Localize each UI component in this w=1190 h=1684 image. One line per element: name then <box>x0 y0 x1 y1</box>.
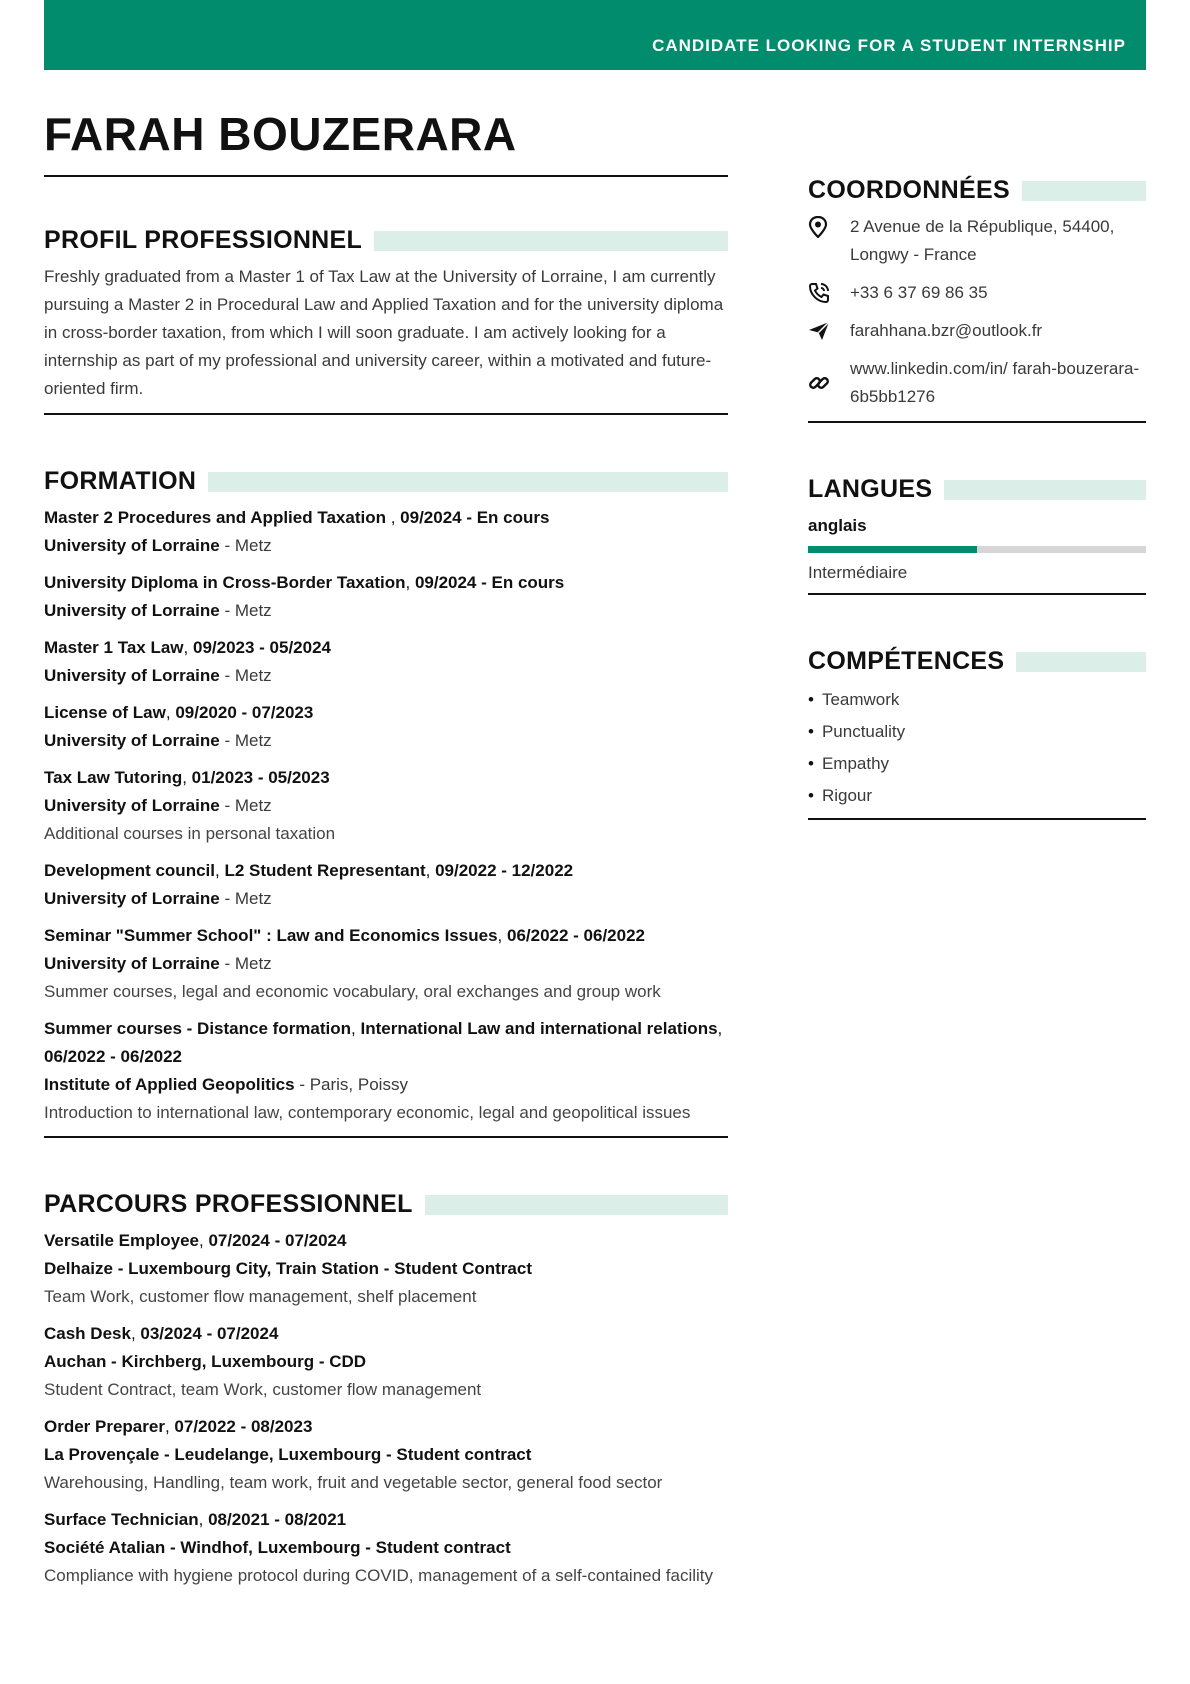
company: Auchan - Kirchberg, Luxembourg - CDD <box>44 1352 367 1371</box>
degree: Master 1 Tax Law <box>44 638 184 657</box>
banner-text: CANDIDATE LOOKING FOR A STUDENT INTERNSHIP <box>652 36 1126 55</box>
experience-heading: PARCOURS PROFESSIONNEL <box>44 1190 413 1218</box>
company: La Provençale - Leudelange, Luxembourg - Student contract <box>44 1445 532 1464</box>
location: Metz <box>234 731 272 750</box>
entry-description: Compliance with hygiene protocol during COVID, management of a self-contained facility <box>44 1566 714 1585</box>
formation-section <box>44 467 728 1138</box>
skills-section <box>808 647 1146 820</box>
degree: License of Law <box>44 703 166 722</box>
degree: Tax Law Tutoring <box>44 768 183 787</box>
phone-icon <box>808 279 850 307</box>
dates: 09/2023 - 05/2024 <box>192 638 331 657</box>
dates: 09/2024 - En cours <box>414 573 565 592</box>
heading-accent-bar <box>1022 181 1146 201</box>
company: Société Atalian - Windhof, Luxembourg - Student contract <box>44 1538 511 1557</box>
degree-extra: L2 Student Representant <box>224 861 426 880</box>
experience-entry: Versatile Employee, 07/2024 - 07/2024 Delhaize - Luxembourg City, Train Station - Student Contract Team Work, customer flow management, shelf placement <box>44 1227 728 1311</box>
dates: 07/2022 - 08/2023 <box>174 1417 313 1436</box>
formation-entry: License of Law, 09/2020 - 07/2023 University of Lorraine - Metz <box>44 703 314 750</box>
language-level: Intermédiaire <box>808 563 908 582</box>
language-name: anglais <box>808 516 867 535</box>
contact-section <box>808 176 1146 423</box>
entry-description: Additional courses in personal taxation <box>44 824 336 843</box>
main-column <box>44 226 728 1599</box>
institution: University of Lorraine <box>44 666 220 685</box>
location: Metz <box>234 954 272 973</box>
contact-phone <box>808 279 1146 307</box>
contact-heading: COORDONNÉES <box>808 176 1010 204</box>
degree: University Diploma in Cross-Border Taxation <box>44 573 406 592</box>
dates: 08/2021 - 08/2021 <box>208 1510 347 1529</box>
languages-section <box>808 475 1146 595</box>
header-banner <box>44 0 1146 70</box>
email-link[interactable]: farahhana.bzr@outlook.fr <box>850 321 1043 340</box>
dates: 09/2020 - 07/2023 <box>175 703 314 722</box>
skill-item: • Rigour <box>808 780 1146 812</box>
side-column <box>808 176 1146 820</box>
dates: 06/2022 - 06/2022 <box>44 1047 183 1066</box>
heading-accent-bar <box>944 480 1146 500</box>
language-level-fill <box>808 546 977 553</box>
institution: University of Lorraine <box>44 731 220 750</box>
experience-entry: Cash Desk, 03/2024 - 07/2024 Auchan - Kirchberg, Luxembourg - CDD Student Contract, team Work, customer flow management <box>44 1320 728 1404</box>
company: Delhaize - Luxembourg City, Train Station - Student Contract <box>44 1259 532 1278</box>
location: Metz <box>234 536 272 555</box>
heading-accent-bar <box>374 231 728 251</box>
location: Metz <box>234 889 272 908</box>
section-divider <box>808 818 1146 820</box>
contact-address <box>808 213 1146 269</box>
formation-entry: University Diploma in Cross-Border Taxation, 09/2024 - En cours University of Lorraine - Metz <box>44 573 565 620</box>
degree: Development council <box>44 861 215 880</box>
send-icon <box>808 317 850 345</box>
dates: 07/2024 - 07/2024 <box>208 1231 347 1250</box>
linkedin-link[interactable]: www.linkedin.com/in/ farah-bouzerara-6b5bb1276 <box>850 359 1140 406</box>
entry-description: Introduction to international law, contemporary economic, legal and geopolitical issues <box>44 1103 691 1122</box>
profile-section <box>44 226 728 415</box>
entry-description: Warehousing, Handling, team work, fruit and vegetable sector, general food sector <box>44 1473 663 1492</box>
formation-entry: Seminar "Summer School" : Law and Economics Issues, 06/2022 - 06/2022 University of Lorraine - Metz Summer courses, legal and economic vocabulary, oral exchanges and group work <box>44 922 728 1006</box>
section-divider <box>44 413 728 415</box>
section-divider <box>808 593 1146 595</box>
language-level-bar <box>808 546 1146 553</box>
skills-list <box>808 684 1146 812</box>
formation-heading: FORMATION <box>44 467 197 495</box>
role: Order Preparer <box>44 1417 165 1436</box>
formation-entry: Development council, L2 Student Representant, 09/2022 - 12/2022 University of Lorraine - Metz <box>44 861 574 908</box>
skill-item: • Empathy <box>808 748 1146 780</box>
role: Surface Technician <box>44 1510 199 1529</box>
dates: 01/2023 - 05/2023 <box>191 768 330 787</box>
entry-description: Summer courses, legal and economic vocabulary, oral exchanges and group work <box>44 982 661 1001</box>
skills-heading: COMPÉTENCES <box>808 647 1005 675</box>
dates: 09/2022 - 12/2022 <box>435 861 574 880</box>
institution: Institute of Applied Geopolitics <box>44 1075 295 1094</box>
heading-accent-bar <box>1016 652 1146 672</box>
location: Metz <box>234 601 272 620</box>
formation-entry: Master 2 Procedures and Applied Taxation , 09/2024 - En cours University of Lorraine - Metz <box>44 508 550 555</box>
section-divider <box>44 1136 728 1138</box>
institution: University of Lorraine <box>44 796 220 815</box>
phone-link[interactable]: +33 6 37 69 86 35 <box>850 283 988 302</box>
formation-entry: Master 1 Tax Law, 09/2023 - 05/2024 University of Lorraine - Metz <box>44 638 331 685</box>
degree: Master 2 Procedures and Applied Taxation <box>44 508 391 527</box>
contact-email <box>808 317 1146 345</box>
contact-linkedin <box>808 355 1146 411</box>
entry-description: Student Contract, team Work, customer flow management <box>44 1380 482 1399</box>
entry-description: Team Work, customer flow management, shelf placement <box>44 1287 477 1306</box>
institution: University of Lorraine <box>44 601 220 620</box>
degree: Seminar "Summer School" : Law and Economics Issues <box>44 926 498 945</box>
location-pin-icon <box>808 213 850 241</box>
degree: Summer courses - Distance formation <box>44 1019 352 1038</box>
location: Paris, Poissy <box>309 1075 408 1094</box>
formation-entry: Tax Law Tutoring, 01/2023 - 05/2023 University of Lorraine - Metz Additional courses in personal taxation <box>44 764 728 848</box>
experience-section <box>44 1190 728 1590</box>
profile-text: Freshly graduated from a Master 1 of Tax Law at the University of Lorraine, I am currently pursuing a Master 2 in Procedural Law and Applied Taxation and for the university diploma in cross-border taxation, from which I will soon graduate. I am actively looking for a internship as part of my professional and university career, within a motivated and future-oriented firm. <box>44 267 724 398</box>
location: Metz <box>234 796 272 815</box>
dates: 03/2024 - 07/2024 <box>140 1324 279 1343</box>
experience-entry: Order Preparer, 07/2022 - 08/2023 La Provençale - Leudelange, Luxembourg - Student contract Warehousing, Handling, team work, fruit and vegetable sector, general food sector <box>44 1413 728 1497</box>
degree-extra: International Law and international relations <box>360 1019 718 1038</box>
institution: University of Lorraine <box>44 954 220 973</box>
dates: 09/2024 - En cours <box>400 508 550 527</box>
skill-item: • Teamwork <box>808 684 1146 716</box>
role: Cash Desk <box>44 1324 131 1343</box>
section-divider <box>808 421 1146 423</box>
institution: University of Lorraine <box>44 889 220 908</box>
name-divider <box>44 175 728 177</box>
heading-accent-bar <box>208 472 728 492</box>
location: Metz <box>234 666 272 685</box>
link-icon <box>808 355 850 411</box>
role: Versatile Employee <box>44 1231 199 1250</box>
languages-heading: LANGUES <box>808 475 933 503</box>
dates: 06/2022 - 06/2022 <box>506 926 645 945</box>
heading-accent-bar <box>425 1195 728 1215</box>
address-text: 2 Avenue de la République, 54400, Longwy - France <box>850 217 1115 264</box>
formation-entry: Summer courses - Distance formation, International Law and international relations, 06/2022 - 06/2022 Institute of Applied Geopolitics - Paris, Poissy Introduction to international law, contemporary economic, legal and geopolitical issues <box>44 1015 728 1127</box>
skill-item: • Punctuality <box>808 716 1146 748</box>
candidate-name: FARAH BOUZERARA <box>44 108 517 160</box>
profile-heading: PROFIL PROFESSIONNEL <box>44 226 363 254</box>
experience-entry: Surface Technician, 08/2021 - 08/2021 Société Atalian - Windhof, Luxembourg - Student contract Compliance with hygiene protocol during COVID, management of a self-contained facility <box>44 1506 728 1590</box>
institution: University of Lorraine <box>44 536 220 555</box>
